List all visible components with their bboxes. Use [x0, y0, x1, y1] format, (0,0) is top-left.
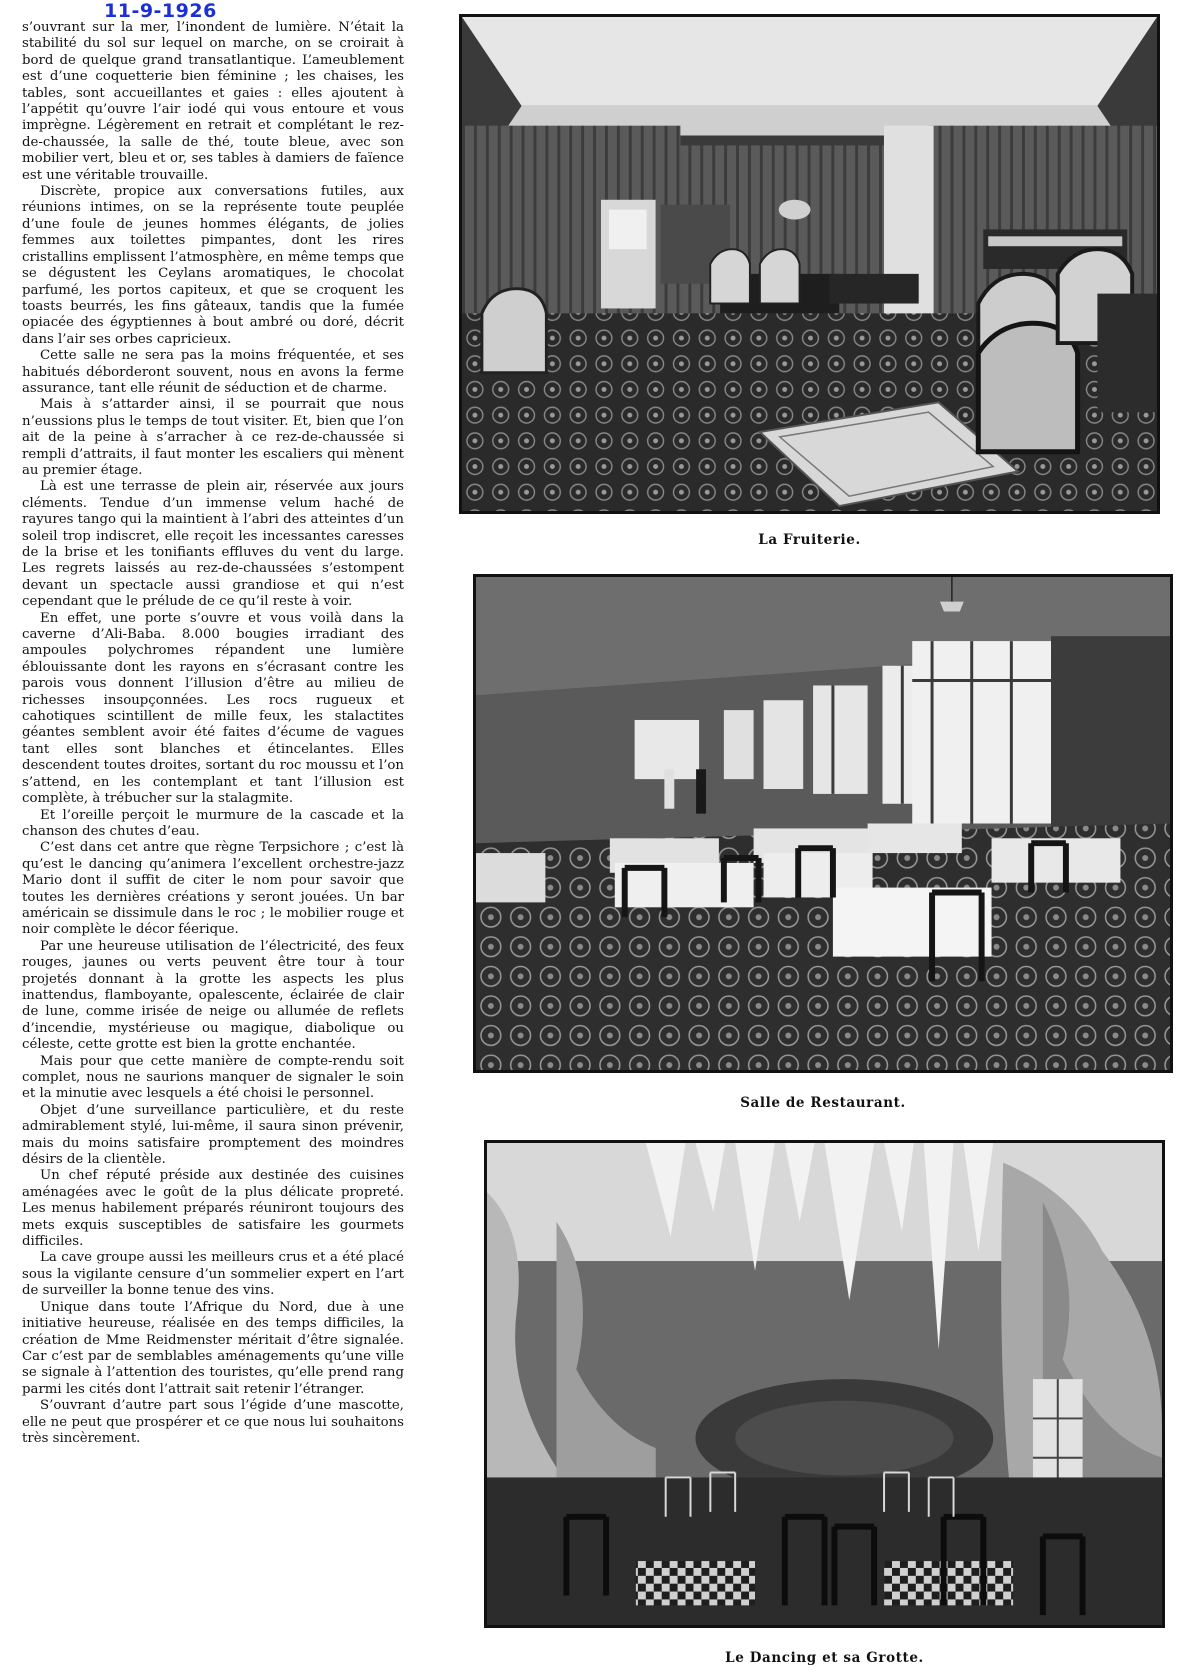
fruiterie-illustration	[462, 17, 1157, 511]
article-paragraph: Là est une terrasse de plein air, réservée aux jours cléments. Tendue d’un immense velum haché de rayures tango qui la maintient à l’abri des atteintes d’un soleil trop indiscret, elle reçoit les incessantes caresses de la brise et les tonifiants effluves du vent du large. Les regrets laissés au rez-de-chaussées s’estompent devant un spectacle aussi grandiose et qui n’est cependant que le prélude de ce qu’il reste à voir.	[22, 479, 404, 610]
article-paragraph: Mais à s’attarder ainsi, il se pourrait que nous n’eussions plus le temps de tout visiter. Et, bien que l’on ait de la peine à s’arracher à ce rez-de-chaussée si rempli d’attraits, il faut monter les escaliers qui mènent au premier étage.	[22, 397, 404, 478]
photo-fruiterie	[459, 14, 1160, 514]
grotte-illustration	[487, 1143, 1162, 1625]
article-paragraph: Et l’oreille perçoit le murmure de la cascade et la chanson des chutes d’eau.	[22, 807, 404, 839]
article-paragraph: Objet d’une surveillance particulière, et du reste admirablement stylé, lui-même, il saura sinon prévenir, mais du moins satisfaire promptement des moindres désirs de la clientèle.	[22, 1102, 404, 1168]
photo-dancing-grotte	[484, 1140, 1165, 1628]
article-paragraph: La cave groupe aussi les meilleurs crus et a été placé sous la vigilante censure d’un sommelier expert en l’art de surveiller la bonne tenue des vins.	[22, 1250, 404, 1299]
article-paragraph: Mais pour que cette manière de compte-rendu soit complet, nous ne saurions manquer de signaler le soin et la minutie avec lesquels a été choisi le personnel.	[22, 1053, 404, 1102]
article-paragraph: Unique dans toute l’Afrique du Nord, due à une initiative heureuse, réalisée en des temps difficiles, la création de Mme Reidmenster méritait d’être signalée. Car c’est par de semblables aménagements qu’une ville se signale à l’attention des touristes, qu’elle prend rang parmi les cités dont l’attrait sait retenir l’étranger.	[22, 1299, 404, 1397]
photo-caption-restaurant: Salle de Restaurant.	[740, 1095, 906, 1111]
article-paragraph: s’ouvrant sur la mer, l’inondent de lumière. N’était la stabilité du sol sur lequel on marche, on se croirait à bord de quelque grand transatlantique. L’ameublement est d’une coquetterie bien féminine ; les chaises, les tables, sont accueillantes et gaies : elles ajoutent à l’appétit qu’ouvre l’air iodé qui vous entoure et vous imprègne. Légèrement en retrait et complétant le rez-de-chaussée, la salle de thé, toute bleue, avec son mobilier vert, bleu et or, ses tables à damiers de faïence est une véritable trouvaille.	[22, 20, 404, 183]
article-paragraph: Par une heureuse utilisation de l’électricité, des feux rouges, jaunes ou verts peuvent être tour à tour projetés donnant à la grotte les aspects les plus inattendus, flamboyante, opalescente, éclairée de clair de lune, comme irisée de neige ou allumée de reflets d’incendie, mystérieuse ou magique, diabolique ou céleste, cette grotte est bien la grotte enchantée.	[22, 938, 404, 1053]
photo-caption-grotte: Le Dancing et sa Grotte.	[725, 1650, 924, 1666]
article-text-column	[22, 20, 404, 1447]
photo-salle-de-restaurant	[473, 574, 1173, 1073]
article-paragraph: Cette salle ne sera pas la moins fréquentée, et ses habitués déborderont souvent, nous en avons la ferme assurance, tant elle réunit de séduction et de charme.	[22, 348, 404, 396]
restaurant-illustration	[476, 577, 1170, 1070]
article-paragraph: C’est dans cet antre que règne Terpsichore ; c’est là qu’est le dancing qu’animera l’excellent orchestre-jazz Mario dont il suffit de citer le nom pour savoir que toutes les dernières créations y seront jouées. Un bar américain se dissimule dans le roc ; le mobilier rouge et noir complète le décor féerique.	[22, 840, 404, 938]
article-paragraph: En effet, une porte s’ouvre et vous voilà dans la caverne d’Ali-Baba. 8.000 bougies irradiant des ampoules polychromes répandent une lumière éblouissante dont les rayons en s’écrasant contre les parois vous donnent l’illusion d’être au milieu de richesses insoupçonnées. Les rocs rugueux et cahotiques scintillent de mille feux, les stalactites géantes semblent avoir été faites d’écume de vagues tant elles sont blanches et étincelantes. Elles descendent toutes droites, sortant du roc moussu et l’on s’attend, en les contemplant et tant l’illusion est complète, à trébucher sur la stalagmite.	[22, 610, 404, 807]
article-paragraph: Un chef réputé préside aux destinée des cuisines aménagées avec le goût de la plus délicate propreté. Les menus habilement préparés réuniront toujours des mets exquis susceptibles de satisfaire les gourmets difficiles.	[22, 1168, 404, 1250]
date-stamp: 11-9-1926	[104, 0, 217, 22]
article-paragraph: S’ouvrant d’autre part sous l’égide d’une mascotte, elle ne peut que prospérer et ce que nous lui souhaitons très sincèrement.	[22, 1398, 404, 1446]
photo-caption-fruiterie: La Fruiterie.	[758, 532, 861, 548]
article-paragraph: Discrète, propice aux conversations futiles, aux réunions intimes, on se la représente toute peuplée d’une foule de jeunes hommes élégants, de jolies femmes aux toilettes pimpantes, dont les rires cristallins emplissent l’atmosphère, en même temps que se dégustent les Ceylans aromatiques, le chocolat parfumé, les portos capiteux, et que se croquent les toasts beurrés, les fins gâteaux, tandis que la fumée opiacée des égyptiennes à bout ambré ou doré, décrit dans l’air ses orbes capricieux.	[22, 184, 404, 347]
